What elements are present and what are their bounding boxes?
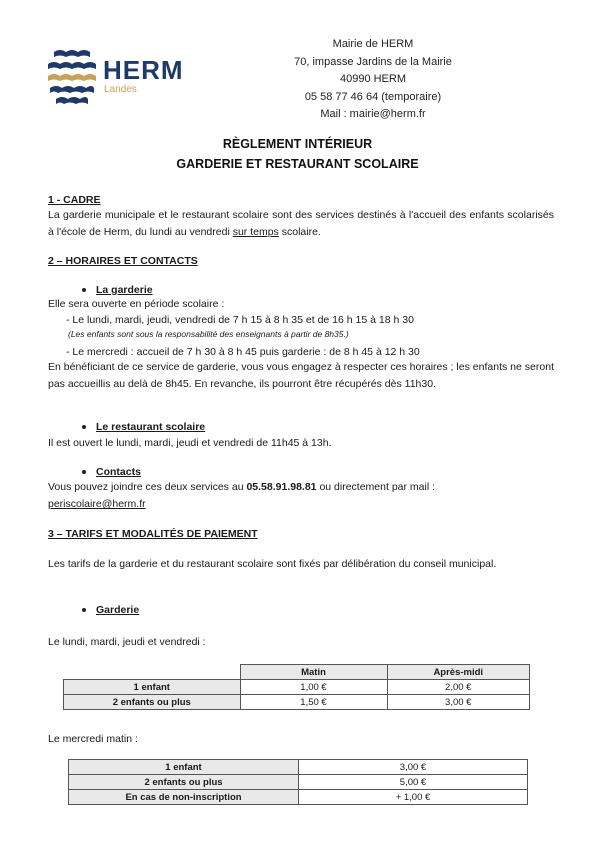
phone-number: 05.58.91.98.81 — [246, 481, 317, 493]
section-heading: 3 – TARIFS ET MODALITÉS DE PAIEMENT — [48, 528, 258, 540]
bullet-dot — [82, 425, 86, 429]
bullet-label: Le restaurant scolaire — [96, 421, 206, 433]
logo-name: HERM — [103, 55, 184, 85]
text-span-underlined: sur temps — [232, 226, 279, 238]
herm-logo — [46, 48, 196, 108]
bullet-dot — [82, 470, 86, 474]
bullet-garderie — [82, 284, 153, 296]
text-line: - Le mercredi : accueil de 7 h 30 à 8 h 45 puis garderie : de 8 h 45 à 12 h 30 — [66, 346, 420, 358]
text-span: Vous pouvez joindre ces deux services au — [48, 481, 247, 493]
text-line: Le lundi, mardi, jeudi et vendredi : — [48, 636, 206, 648]
section-heading: 2 – HORAIRES ET CONTACTS — [48, 255, 198, 267]
table-row — [64, 680, 530, 695]
address-line: Mail : mairie@herm.fr — [320, 108, 426, 121]
address-line: Mairie de HERM — [332, 38, 414, 50]
table-cell: + 1,00 € — [299, 790, 528, 805]
table-cell: 1,00 € — [240, 680, 387, 695]
address-line: 05 58 77 46 64 (temporaire) — [304, 90, 442, 103]
table-cell: 3,00 € — [299, 760, 528, 775]
table-cell: 3,00 € — [387, 695, 530, 710]
text-span: La garderie municipale et le restaurant scolaire sont des services destinés à l'accueil des enfants scolarisés à l'école de Herm, du lundi au vendredi — [48, 209, 554, 238]
bullet-contacts — [82, 466, 141, 478]
address-line: 70, impasse Jardins de la Mairie — [294, 55, 452, 68]
address-line: 40990 HERM — [339, 73, 407, 86]
table-cell — [64, 665, 241, 680]
text-span: scolaire. — [278, 226, 321, 238]
bullet-garderie-tarifs — [82, 604, 139, 616]
tarifs-table-weekdays — [63, 664, 530, 710]
bullet-label: Garderie — [96, 604, 140, 616]
address-block — [280, 36, 466, 124]
table-header: Matin — [240, 665, 387, 680]
table-row-label: 2 enfants ou plus — [64, 695, 241, 710]
table-row-label: 2 enfants ou plus — [69, 775, 299, 790]
wave-logo-icon — [46, 48, 98, 106]
section-paragraph — [48, 207, 554, 241]
table-header: Après-midi — [387, 665, 530, 680]
table-cell: 5,00 € — [299, 775, 528, 790]
table-row-label: 1 enfant — [69, 760, 299, 775]
table-row — [64, 665, 530, 680]
section-paragraph — [48, 479, 554, 513]
document-subtitle: GARDERIE ET RESTAURANT SCOLAIRE — [176, 157, 419, 171]
email-link[interactable]: periscolaire@herm.fr — [48, 498, 146, 510]
section-paragraph: Les tarifs de la garderie et du restaurant scolaire sont fixés par délibération du conseil municipal. — [48, 558, 497, 570]
bullet-restaurant — [82, 421, 205, 433]
bullet-label: La garderie — [96, 284, 153, 296]
table-row — [64, 695, 530, 710]
bullet-dot — [82, 608, 86, 612]
bullet-dot — [82, 288, 86, 292]
table-row — [69, 760, 528, 775]
table-row — [69, 790, 528, 805]
text-line: Le mercredi matin : — [48, 733, 138, 745]
table-row-label: En cas de non-inscription — [69, 790, 299, 805]
tarifs-table-wednesday — [68, 759, 528, 805]
section-heading: 1 - CADRE — [48, 194, 101, 206]
text-span: ou directement par mail : — [316, 481, 435, 493]
bullet-label: Contacts — [96, 466, 141, 478]
section-paragraph: En bénéficiant de ce service de garderie, vous vous engagez à respecter ces horaires ; les enfants ne seront pas accueillis au delà de 8h45. En revanche, ils pourront être récupérés dès 11h30. — [48, 361, 554, 390]
text-line: - Le lundi, mardi, jeudi, vendredi de 7 h 15 à 8 h 35 et de 16 h 15 à 18 h 30 — [66, 314, 414, 326]
document-title: RÈGLEMENT INTÉRIEUR — [222, 137, 373, 151]
table-cell: 1,50 € — [240, 695, 387, 710]
logo-subtitle: Landes — [104, 84, 137, 95]
table-row — [69, 775, 528, 790]
text-line: Elle sera ouverte en période scolaire : — [48, 298, 225, 310]
table-cell: 2,00 € — [387, 680, 530, 695]
table-row-label: 1 enfant — [64, 680, 241, 695]
note-line: (Les enfants sont sous la responsabilité des enseignants à partir de 8h35.) — [68, 329, 349, 339]
text-line: Il est ouvert le lundi, mardi, jeudi et vendredi de 11h45 à 13h. — [48, 437, 332, 449]
